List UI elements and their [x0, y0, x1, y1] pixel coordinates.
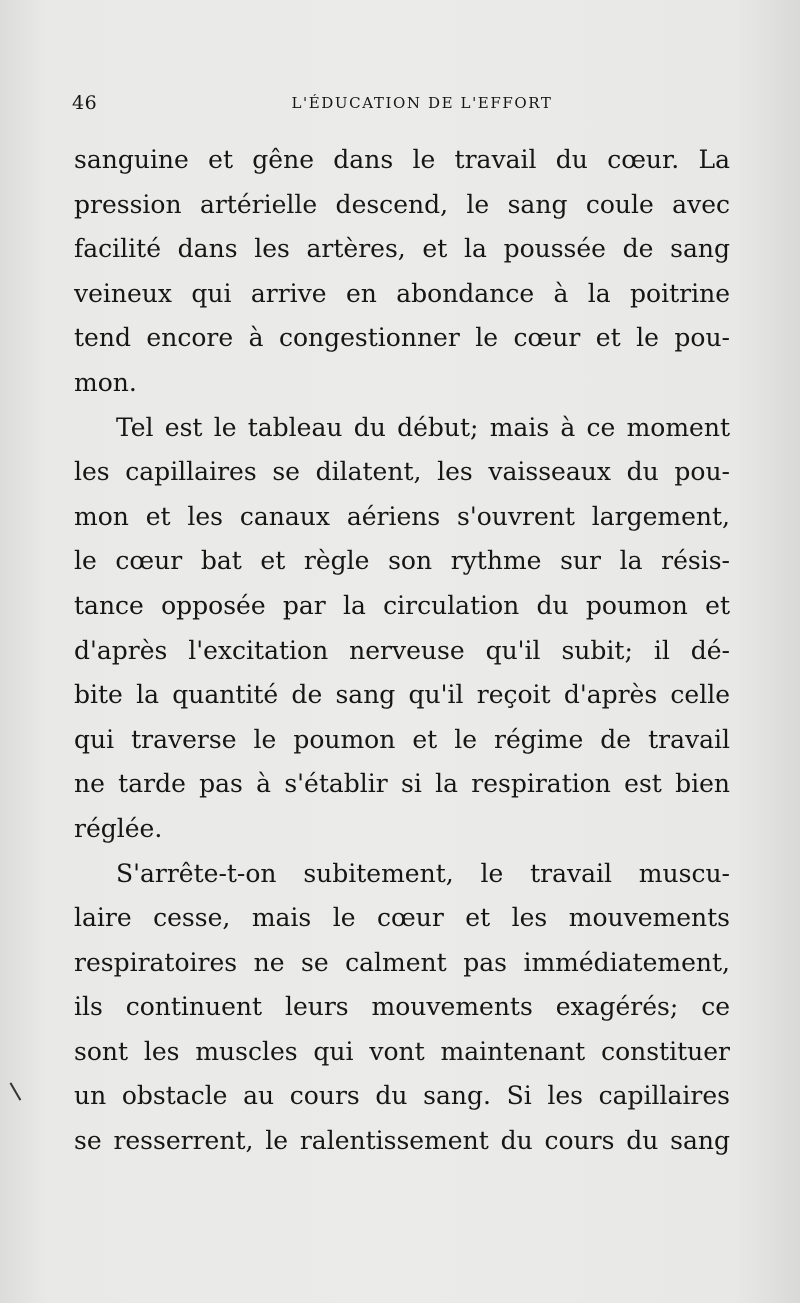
- text-line: mon.: [74, 367, 137, 397]
- text-line: bite la quantité de sang qu'il reçoit d'après celle: [74, 680, 730, 710]
- text-line: veineux qui arrive en abondance à la poitrine: [74, 278, 730, 308]
- body-text: [74, 138, 730, 1164]
- text-line: réglée.: [74, 813, 163, 843]
- text-line: mon et les canaux aériens s'ouvrent largement,: [74, 501, 730, 531]
- text-line: tance opposée par la circulation du poumon et: [74, 590, 730, 620]
- text-line: se resserrent, le ralentissement du cours du sang: [74, 1126, 730, 1156]
- text-line: sont les muscles qui vont maintenant constituer: [74, 1036, 730, 1066]
- text-line: les capillaires se dilatent, les vaisseaux du pou-: [74, 457, 730, 487]
- text-line: laire cesse, mais le cœur et les mouvements: [74, 903, 730, 933]
- running-title: L'ÉDUCATION DE L'EFFORT: [291, 94, 553, 112]
- text-line: le cœur bat et règle son rythme sur la résis-: [74, 546, 730, 576]
- text-line: facilité dans les artères, et la poussée de sang: [74, 234, 730, 264]
- page-number: 46: [72, 92, 98, 114]
- text-line: qui traverse le poumon et le régime de travail: [74, 724, 730, 754]
- text-line: sanguine et gêne dans le travail du cœur. La: [74, 145, 730, 174]
- text-line: tend encore à congestionner le cœur et le pou-: [74, 323, 730, 353]
- margin-mark: [10, 1079, 27, 1100]
- paragraph-start-line: Tel est le tableau du début; mais à ce moment: [116, 412, 730, 442]
- running-head: [72, 92, 732, 122]
- paragraph-start-line: S'arrête-t-on subitement, le travail muscu-: [116, 858, 730, 888]
- text-line: respiratoires ne se calment pas immédiatement,: [74, 947, 730, 977]
- text-line: pression artérielle descend, le sang coule avec: [74, 189, 730, 219]
- text-line: d'après l'excitation nerveuse qu'il subit; il dé-: [74, 635, 730, 665]
- text-line: ils continuent leurs mouvements exagérés; ce: [74, 992, 730, 1022]
- text-line: ne tarde pas à s'établir si la respiration est bien: [74, 769, 730, 799]
- text-line: un obstacle au cours du sang. Si les capillaires: [74, 1081, 730, 1111]
